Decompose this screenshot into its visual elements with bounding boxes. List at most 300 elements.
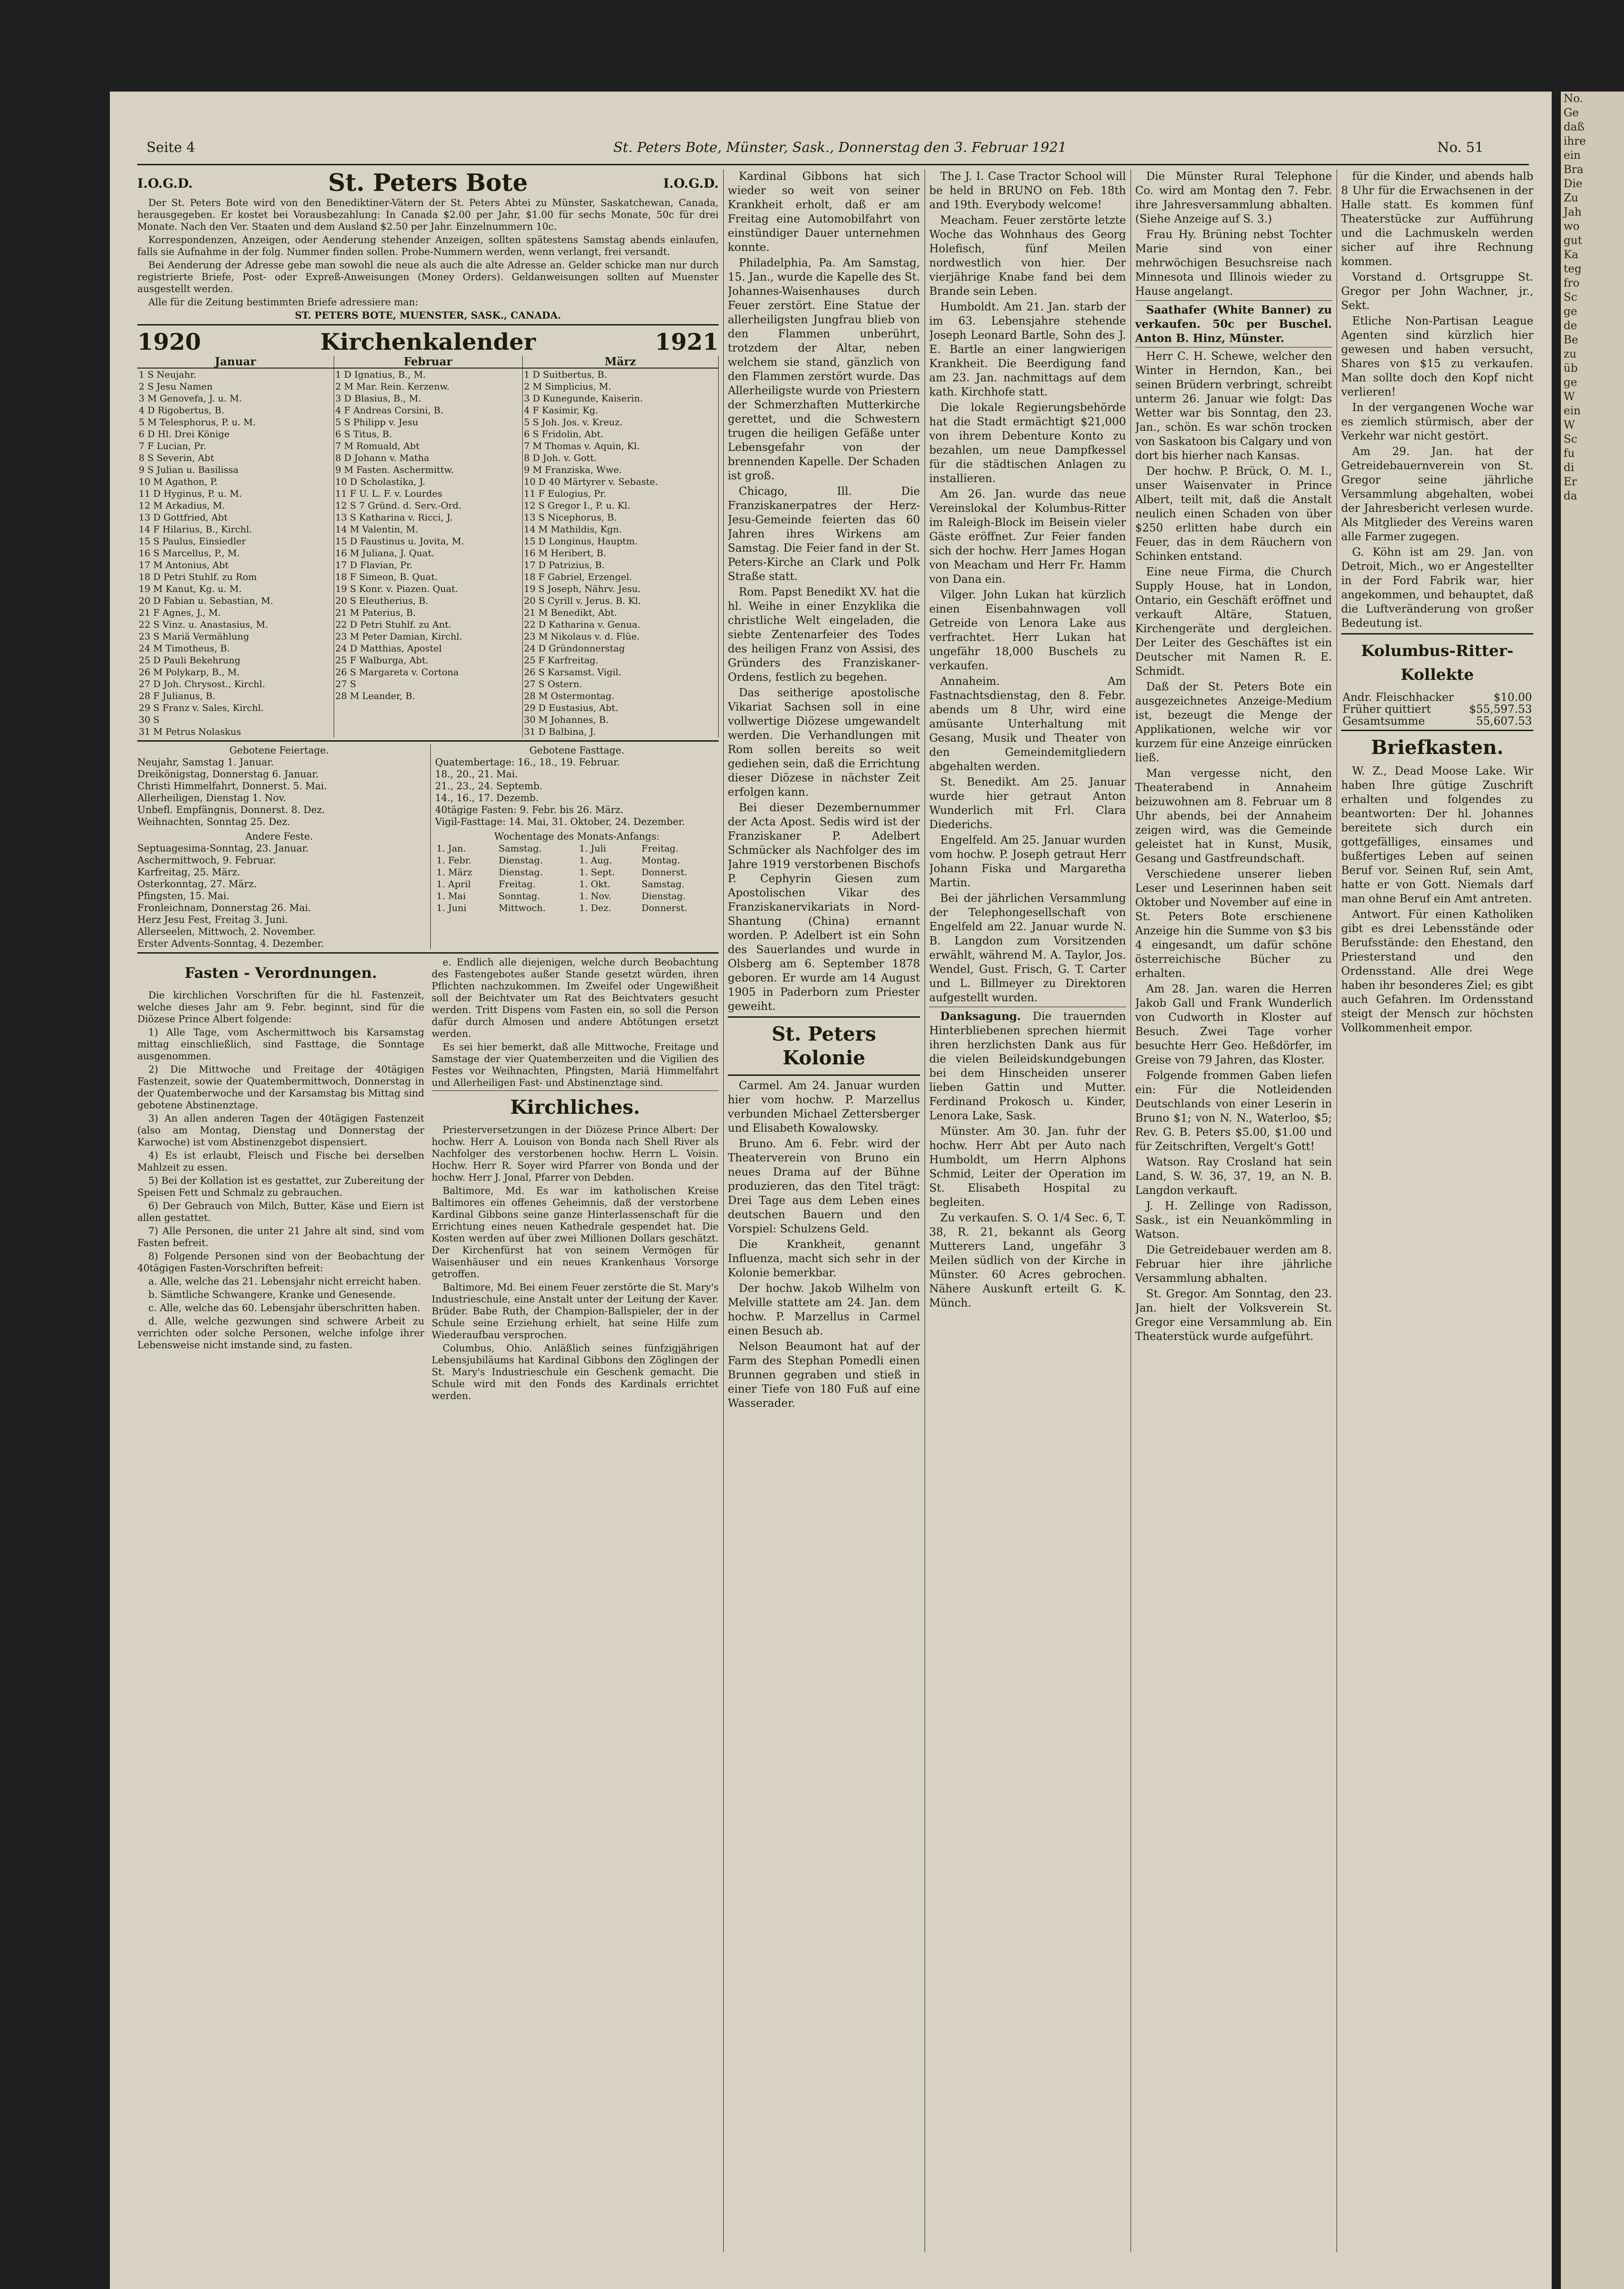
kalender-day: 26 S Margareta v. Cortona <box>334 666 522 678</box>
kalender-row <box>137 690 719 702</box>
kalender-day: 17 D Patrizius, B. <box>522 559 719 571</box>
fasttag-entry: 21., 23., 24. Septemb. <box>435 781 543 792</box>
kalender-row <box>137 404 719 416</box>
adjacent-page-fragment: de <box>1564 319 1577 332</box>
kalender-day: 8 D Joh. v. Gott. <box>522 452 719 464</box>
wochentage-cell: Freitag. <box>641 843 679 854</box>
kolonie-paragraph: Der hochw. Jakob Wilhelm von Melville stattete am 24. Jan. dem hochw. P. Marzellus in Carmel einen Besuch ab. <box>728 1282 920 1337</box>
kalender-row <box>137 488 719 499</box>
kalender-day: 21 M Paterius, B. <box>334 607 522 618</box>
news-paragraph: J. H. Zellinge von Radisson, Sask., ist ein Neuankömmling in Watson. <box>1135 1199 1332 1241</box>
kalender-day: 9 S Julian u. Basilissa <box>137 464 334 476</box>
kalender-row <box>137 464 719 476</box>
wochentage-table <box>435 842 719 914</box>
kalender-day: 2 M Simplicius, M. <box>522 380 719 392</box>
wochentage-cell: 1. Aug. <box>579 855 612 866</box>
column-3 <box>728 169 920 1412</box>
news-paragraph: Rom. Papst Benedikt XV. hat die hl. Weihe in einer Enzyklika die christliche Welt eingeladen, die siebte Zentenarfeier des Todes des heiligen Franz von Assisi, des Gründers des Franziskaner-Ordens, festlich zu begehen. <box>728 586 920 683</box>
news-paragraph: Chicago, Ill. Die Franziskanerpatres der Herz-Jesu-Gemeinde feierten das 60 Jahren ihres Wirkens am Samstag. Die Feier fand in der St. Peters-Kirche an Clark und Polk Straße statt. <box>728 485 920 583</box>
adjacent-page-fragment: Sc <box>1564 291 1577 304</box>
col6-articles <box>1341 169 1533 630</box>
kalender-day: 28 M Ostermontag. <box>522 690 719 702</box>
kalender-day: 18 F Gabriel, Erzengel. <box>522 571 719 583</box>
fasttag-entry: Vigil-Fasttage: 14. Mai, 31. Oktober, 24. Dezember. <box>435 816 685 827</box>
kalender-row <box>137 380 719 392</box>
adjacent-page-fragment: ihre <box>1564 135 1586 147</box>
column-4 <box>929 169 1126 1312</box>
adjacent-page-fragment: fu <box>1564 447 1575 460</box>
wochentage-row <box>435 890 719 902</box>
briefkasten-paragraph: Antwort. Für einen Katholiken gibt es drei Lebensstände oder Berufsstände: den Ehestand, den Priesterstand und den Ordensstand. Alle drei Wege haben ihr besonderes Ziel; es gibt auch Gefahren. Im Ordensstand steigt der Mensch zur höchsten Vollkommenheit empor. <box>1341 908 1533 1034</box>
fasten-rule: 7) Alle Personen, die unter 21 Jahre alt sind, sind vom Fasten befreit. <box>137 1226 424 1248</box>
wochentage-row <box>435 902 719 914</box>
kalender-day: 28 M Leander, B. <box>334 690 522 702</box>
kalender-day: 4 F Andreas Corsini, B. <box>334 404 522 416</box>
col5-articles <box>1135 169 1332 298</box>
kalender-day: 16 S Marcellus, P., M. <box>137 547 334 559</box>
danksagung-text: Die trauernden Hinterbliebenen sprechen hiermit ihren herzlichsten Dank aus für die vielen Beileidskundgebungen bei dem Hinscheiden unserer lieben Gattin und Mutter. Ferdinand Prokosch u. Kinder, Lenora Lake, Sask. <box>929 1010 1126 1122</box>
wochentage-cell: 1. Jan. <box>436 843 466 854</box>
news-paragraph: Meacham. Feuer zerstörte letzte Woche das Wohnhaus des Georg Holefisch, fünf Meilen nordwestlich von hier. Der vierjährige Knabe fand bei dem Brande sein Leben. <box>929 214 1126 298</box>
adjacent-page-fragment: W <box>1564 390 1575 403</box>
kalender-row <box>137 642 719 654</box>
news-paragraph: für die Kinder, und abends halb 8 Uhr für die Erwachsenen in der Halle statt. Es kommen fünf Theaterstücke zur Aufführung und die Lachmuskeln werden sicher auf ihre Rechnung kommen. <box>1341 170 1533 268</box>
fest-entry: Aschermittwoch, 9. Februar. <box>137 855 276 866</box>
month-maerz: März <box>522 356 719 368</box>
masthead-paragraph: Der St. Peters Bote wird von den Benediktiner-Vätern der St. Peters Abtei zu Münster, Saskatchewan, Canada, herausgegeben. Er kostet bei Vorausbezahlung: In Canada $2.00 per Jahr, $1.00 für sechs Monate, 50c für drei Monate. Nach den Ver. Staaten und dem Ausland $2.50 per Jahr. Einzelnummern 10c. <box>137 197 719 232</box>
fasttage-list <box>435 756 719 828</box>
wochentage-cell: Dienstag. <box>641 890 686 901</box>
kalender-day: 18 F Simeon, B. Quat. <box>334 571 522 583</box>
kalender-day: 7 F Lucian, Pr. <box>137 440 334 452</box>
kalender-day: 10 D 40 Märtyrer v. Sebaste. <box>522 476 719 488</box>
wochentage-cell: Dienstag. <box>498 855 543 866</box>
kirchliches-paragraph: Priesterversetzungen in der Diözese Prince Albert: Der hochw. Herr A. Louison von Bonda nach Shell River als Nachfolger des verstorbenen hochw. Herrn L. Voisin. Hochw. Herr R. Soyer wird Pfarrer von Bonda und der hochw. Herr J. Jonal, Pfarrer von Debden. <box>432 1124 719 1183</box>
kalender-day: 3 D Kunegunde, Kaiserin. <box>522 392 719 404</box>
kalender-day: 22 D Katharina v. Genua. <box>522 618 719 630</box>
kalender-day: 25 D Pauli Bekehrung <box>137 654 334 666</box>
kalender-row <box>137 726 719 738</box>
kalender-day: 31 M Petrus Nolaskus <box>137 726 334 738</box>
kalender-day: 30 S <box>137 714 334 726</box>
andere-title: Andere Feste. <box>245 831 313 842</box>
kolumbus-row <box>1341 691 1533 703</box>
adjacent-page-fragment: W <box>1564 418 1575 431</box>
feiertag-entry: Allerheiligen, Dienstag 1. Nov. <box>137 792 287 803</box>
adjacent-page-fragment: di <box>1564 461 1575 474</box>
kalender-row <box>137 368 719 380</box>
kalender-day: 29 S Franz v. Sales, Kirchl. <box>137 702 334 714</box>
kalender-day: 5 S Joh. Jos. v. Kreuz. <box>522 416 719 428</box>
kalender-day: 19 M Kanut, Kg. u. M. <box>137 583 334 595</box>
wochentage-cell: 1. Dez. <box>579 902 612 913</box>
adjacent-page-fragment: teg <box>1564 262 1582 275</box>
news-paragraph: Die Münster Rural Telephone Co. wird am Montag den 7. Febr. ihre Jahresversammlung abhalten. (Siehe Anzeige auf S. 3.) <box>1135 170 1332 225</box>
adjacent-page-fragment: üb <box>1564 362 1578 374</box>
kalender-day: 2 M Mar. Rein. Kerzenw. <box>334 380 522 392</box>
geboten-title: Gebotene Feiertage. <box>229 745 329 756</box>
kalender-day: 2 S Jesu Namen <box>137 380 334 392</box>
kalender-day: 10 M Agathon, P. <box>137 476 334 488</box>
kolumbus-name: Gesamtsumme <box>1343 715 1425 727</box>
kalender-day: 19 S Joseph, Nährv. Jesu. <box>522 583 719 595</box>
briefkasten-paragraph: W. Z., Dead Moose Lake. Wir haben Ihre gütige Zuschrift erhalten und folgendes zu beantworten: Der hl. Johannes bereitete sich durch ein gottgefälliges, einsames und bußfertiges Leben auf seinen Beruf vor. Seinen Ruf, sein Amt, hatte er von Gott. Niemals darf man ohne Beruf ein Amt antreten. <box>1341 765 1533 905</box>
kolumbus-title: Kolumbus-Ritter-Kollekte <box>1361 642 1514 684</box>
adjacent-page-fragment: Er <box>1564 475 1577 488</box>
fest-entry: Fronleichnam, Donnerstag 26. Mai. <box>137 902 311 913</box>
adjacent-page-edge <box>1561 92 1624 2289</box>
column-1 <box>137 169 719 1403</box>
wochentage-cell: 1. April <box>436 879 471 890</box>
fasten-rule: 3) An allen anderen Tagen der 40tägigen Fastenzeit (also am Montag, Dienstag und Donnerstag der Karwoche) ist vom Abstinenzgebot dispensiert. <box>137 1113 424 1148</box>
adjacent-page-fragment: wo <box>1564 220 1580 233</box>
kalender-day: 24 D Matthias, Apostel <box>334 642 522 654</box>
briefkasten-title: Briefkasten. <box>1371 736 1504 759</box>
kirchliches-title: Kirchliches. <box>510 1096 640 1118</box>
wochentage-cell: Donnerst. <box>641 867 687 878</box>
kalender-row <box>137 702 719 714</box>
news-paragraph: The J. I. Case Tractor School will be held in BRUNO on Feb. 18th and 19th. Everybody welcome! <box>929 170 1126 211</box>
kalender-row <box>137 571 719 583</box>
wochentage-cell: 1. Febr. <box>436 855 472 866</box>
kolonie-articles <box>728 1079 920 1410</box>
kalender-year-right: 1921 <box>655 328 719 355</box>
news-paragraph: Frau Hy. Brüning nebst Tochter Marie sind von einer mehrwöchigen Besuchsreise nach Minnesota und Illinois wieder zu Hause angelangt. <box>1135 228 1332 298</box>
kalender-day: 22 D Petri Stuhlf. zu Ant. <box>334 618 522 630</box>
kalender-day: 25 F Walburga, Abt. <box>334 654 522 666</box>
kalender-day: 20 S Eleutherius, B. <box>334 595 522 607</box>
kalender-row <box>137 583 719 595</box>
wochentage-cell: 1. Mai <box>436 890 466 901</box>
kalender-day <box>334 702 522 714</box>
wochentage-row <box>435 854 719 866</box>
kalender-year-left: 1920 <box>137 328 201 355</box>
kalender-row <box>137 523 719 535</box>
kalender-day: 5 S Philipp v. Jesu <box>334 416 522 428</box>
wochentage-cell: 1. Okt. <box>579 879 611 890</box>
news-paragraph: Annaheim. Am Fastnachtsdienstag, den 8. Febr. abends um 8 Uhr, wird eine amüsante Unterhaltung mit Gesang, Musik und Theater von den Gemeindemitgliedern abgehalten werden. <box>929 675 1126 773</box>
kalender-row <box>137 392 719 404</box>
month-februar: Februar <box>334 356 522 368</box>
fasttag-entry: Quatembertage: 16., 18., 19. Februar. <box>435 757 620 768</box>
kalender-heading <box>137 328 719 356</box>
news-paragraph: Die lokale Regierungsbehörde hat die Stadt ermächtigt $21,000 von ihrem Debenture Konto zu bezahlen, um neue Dampfkessel für die städtischen Anlagen zu installieren. <box>929 401 1126 485</box>
kalender-day: 9 M Fasten. Aschermittw. <box>334 464 522 476</box>
kalender-day: 1 D Suitbertus, B. <box>522 368 719 380</box>
adjacent-page-fragment: Ge <box>1564 106 1579 119</box>
geboten-list <box>137 756 421 828</box>
kalender-day: 6 S Titus, B. <box>334 428 522 440</box>
kalender-day: 7 M Thomas v. Aquin, Kl. <box>522 440 719 452</box>
kolumbus-amount: 55,607.53 <box>1476 715 1532 727</box>
wochentage-cell: 1. Nov. <box>579 890 612 901</box>
col5-articles-2 <box>1135 349 1332 1344</box>
news-paragraph: Watson. Ray Crosland hat sein Land, S. W. 36, 37, 19, an N. B. Langdon verkauft. <box>1135 1155 1332 1197</box>
masthead <box>137 169 719 197</box>
kalender-day: 1 D Ignatius, B., M. <box>334 368 522 380</box>
verkaufen-note: Zu verkaufen. S. O. 1/4 Sec. 6, T. 38, R. 21, bekannt als Georg Mutterers Land, ungefähr 3 Meilen südlich von der Kirche in Münster. 60 Acres gebrochen. Nähere Auskunft erteilt G. K. Münch. <box>929 1211 1126 1309</box>
kalender-row <box>137 499 719 511</box>
wochentage-cell: Samstag. <box>641 879 685 890</box>
news-paragraph: Vilger. John Lukan hat kürzlich einen Eisenbahnwagen voll Getreide von Lenora Lake aus verfrachtet. Herr Lukan hat ungefähr 18,000 Buschels zu verkaufen. <box>929 588 1126 672</box>
kalender-table <box>137 356 719 738</box>
briefkasten-list <box>1341 764 1533 1035</box>
kirchliches-paragraph: Baltimore, Md. Es war im katholischen Kreise Baltimores ein offenes Geheimnis, daß der verstorbene Kardinal Gibbons seine ganze Hinterlassenschaft für die Errichtung eines neuen Kathedrale gespendet hat. Die Kosten werden auf über zwei Millionen Dollars geschätzt. Der Kirchenfürst hat von seinem Vermögen für Waisenhäuser und ein neues Krankenhaus Vorsorge getroffen. <box>432 1185 719 1280</box>
wochentage-row <box>435 878 719 890</box>
kalender-day: 21 F Agnes, J., M. <box>137 607 334 618</box>
kalender-day: 27 S Ostern. <box>522 678 719 690</box>
kalender-day: 1 S Neujahr. <box>137 368 334 380</box>
newspaper-page <box>110 92 1552 2289</box>
kolonie-paragraph: Carmel. Am 24. Januar wurden hier vom hochw. P. Marzellus verbunden Michael Zettersberger und Elisabeth Kowalowsky. <box>728 1079 920 1134</box>
news-paragraph: Bei der jährlichen Versammlung der Telephongesellschaft von Engelfeld am 22. Januar wurde N. B. Langdon zum Vorsitzenden erwählt, während M. A. Taylor, Jos. Wendel, Gust. Frisch, G. T. Carter und L. Billmeyer zu Direktoren aufgestellt wurden. <box>929 892 1126 1004</box>
kalender-day: 12 S Gregor I., P. u. Kl. <box>522 499 719 511</box>
kalender-day: 14 M Mathildis, Kgn. <box>522 523 719 535</box>
fasten-rule: d. Alle, welche gezwungen sind schwere Arbeit zu verrichten oder solche Personen, welche infolge ihrer Lebensweise nicht imstande sind, zu fasten. <box>137 1316 424 1351</box>
fest-entry: Herz Jesu Fest, Freitag 3. Juni. <box>137 914 288 925</box>
kalender-day: 23 M Nikolaus v. d. Flüe. <box>522 630 719 642</box>
news-paragraph: Vorstand d. Ortsgruppe St. Gregor per John Wachner, jr., Sekt. <box>1341 271 1533 312</box>
fest-entry: Allerseelen, Mittwoch, 2. November. <box>137 926 316 937</box>
kalender-day: 5 M Telesphorus, P. u. M. <box>137 416 334 428</box>
fasten-title: Fasten - Verordnungen. <box>184 964 377 982</box>
kalender-row <box>137 547 719 559</box>
wochentage-row <box>435 842 719 854</box>
news-paragraph: Das seitherige apostolische Vikariat Sachsen soll in eine vollwertige Diözese umgewandelt werden. Die Verhandlungen mit Rom sollen bereits so weit gediehen sein, daß die Errichtung dieser Diözese in nächster Zeit erfolgen kann. <box>728 686 920 798</box>
masthead-paragraph: Bei Aenderung der Adresse gebe man sowohl die neue als auch die alte Adresse an. Gelder schicke man nur durch registrierte Briefe, Post- oder Expreß-Anweisungen (Money Orders). Geldanweisungen sollten auf Muenster ausgestellt werden. <box>137 260 719 294</box>
adjacent-page-fragment: Zu <box>1564 191 1579 204</box>
col4-articles <box>929 169 1126 1005</box>
kalender-row <box>137 618 719 630</box>
kalender-day: 16 M Juliana, J. Quat. <box>334 547 522 559</box>
adjacent-page-fragment: da <box>1564 489 1577 502</box>
feiertag-entry: Dreikönigstag, Donnerstag 6. Januar. <box>137 769 319 780</box>
wochentage-cell: 1. Sept. <box>579 867 615 878</box>
news-paragraph: Engelfeld. Am 25. Januar wurden vom hochw. P. Joseph getraut Herr Johann Fiska und Margaretha Martin. <box>929 834 1126 889</box>
news-paragraph: Folgende frommen Gaben liefen ein: Für die Notleidenden Deutschlands von einer Leserin in Bruno $1; von N. N., Waterloo, $5; Rev. G. B. Peters $5.00, $1.00 und für Zeitschriften, Vergelt's Gott! <box>1135 1069 1332 1153</box>
fest-entry: Septuagesima-Sonntag, 23. Januar. <box>137 843 309 854</box>
adjacent-page-fragment: Jah <box>1564 206 1582 218</box>
news-paragraph: Am 26. Jan. wurde das neue Vereinslokal der Kolumbus-Ritter im Raleigh-Block im Beisein vieler Gäste eröffnet. Zur Feier fanden sich der hochw. Herr James Hogan von Meacham und Herr Fr. Hamm von Dana ein. <box>929 488 1126 586</box>
kalender-body <box>137 368 719 738</box>
masthead-title: St. Peters Bote <box>328 169 528 197</box>
page-label: Seite 4 <box>146 140 195 156</box>
danksagung-title: Danksagung. <box>940 1009 1021 1023</box>
adjacent-page-fragment: No. <box>1564 92 1583 105</box>
kalender-row <box>137 511 719 523</box>
kirchliches-paragraph: Baltimore, Md. Bei einem Feuer zerstörte die St. Mary's Industrieschule, eine Anstalt unter der Leitung der Kaver. Brüder. Babe Ruth, der Champion-Ballspieler, der in der Schule seine Erziehung erhielt, hat seine Hilfe zum Wiederaufbau versprochen. <box>432 1282 719 1340</box>
adjacent-page-fragment: Be <box>1564 333 1578 346</box>
wochentage-cell: Donnerst. <box>641 902 687 913</box>
kalender-row <box>137 607 719 618</box>
adjacent-page-fragment: zu <box>1564 347 1577 360</box>
kalender-day: 23 M Peter Damian, Kirchl. <box>334 630 522 642</box>
muenster-note: Münster. Am 30. Jan. fuhr der hochw. Herr Abt per Auto nach Humboldt, um Herrn Alphons Schmid, Leiter der Operation im St. Elisabeth Hospital zu begleiten. <box>929 1125 1126 1209</box>
fest-entry: Osterkonntag, 27. März. <box>137 879 257 890</box>
fasten-side-note: e. Endlich alle diejenigen, welche durch Beobachtung des Fastengebotes außer Stande gesetzt würden, ihren Pflichten nachzukommen. Im Zweifel oder Ungewißheit soll der Beichtvater um Rat des Beichtvaters gesucht werden. Tritt Dispens vom Fasten ein, so soll die Person dafür durch Almosen und andere Abtötungen ersetzt werden. <box>432 957 719 1039</box>
kalender-day: 3 M Genovefa, J. u. M. <box>137 392 334 404</box>
news-paragraph: In der vergangenen Woche war es ziemlich stürmisch, aber der Verkehr war nicht gestört. <box>1341 401 1533 442</box>
wochentage-cell: Sonntag. <box>498 890 541 901</box>
news-paragraph: Humboldt. Am 21. Jan. starb der im 63. Lebensjahre stehende Joseph Leonard Bartle, Sohn des J. E. Bartle an einer langwierigen Krankheit. Die Beerdigung fand am 23. Jan. nachmittags auf dem kath. Kirchhofe statt. <box>929 300 1126 398</box>
kirchliches-list <box>432 1124 719 1402</box>
kalender-row <box>137 678 719 690</box>
feiertag-entry: Unbefl. Empfängnis, Donnerst. 8. Dez. <box>137 804 325 815</box>
news-paragraph: Der hochw. P. Brück, O. M. I., unser Waisenvater in Prince Albert, teilt mit, daß die Anstalt neulich einen Schaden von über $250 erlitten habe durch ein Feuer, das in dem Räuchern von Schinken entstand. <box>1135 465 1332 563</box>
masthead-right-tag: I.O.G.D. <box>663 175 719 191</box>
kalender-day <box>334 726 522 738</box>
adjacent-page-fragment: gut <box>1564 234 1582 247</box>
kalender-row <box>137 416 719 428</box>
column-5 <box>1135 169 1332 1345</box>
kalender-day: 23 S Mariä Vermählung <box>137 630 334 642</box>
kalender-day: 22 S Vinz. u. Anastasius, M. <box>137 618 334 630</box>
fasten-rules <box>137 1026 424 1351</box>
kalender-day: 10 D Scholastika, J. <box>334 476 522 488</box>
header-rule <box>137 164 1529 165</box>
adjacent-page-fragment: ein <box>1564 404 1581 417</box>
fasten-rule: 5) Bei der Kollation ist es gestattet, zur Zubereitung der Speisen Fett und Schmalz zu gebrauchen. <box>137 1175 424 1198</box>
news-paragraph: Herr C. H. Schewe, welcher den Winter in Herndon, Kan., bei seinen Brüdern verbringt, schreibt unterm 26. Januar wie folgt: Das Wetter war bis Sonntag, den 23. Jan., schön. Es war schön trocken von Saskatoon bis Calgary und von dort bis hierher nach Kansas. <box>1135 350 1332 462</box>
kalender-day: 6 D Hl. Drei Könige <box>137 428 334 440</box>
wochentage-cell: Freitag. <box>498 879 536 890</box>
kalender-day: 8 S Severin, Abt <box>137 452 334 464</box>
fasten-side-note: Es sei hier bemerkt, daß alle Mittwoche, Freitage und Samstage der vier Quatemberzeiten und die Vigilien des Festes vor Weihnachten, Pfingsten, Mariä Himmelfahrt und Allerheiligen Fast- und Abstinenztage sind. <box>432 1041 719 1088</box>
fasttag-entry: 40tägige Fasten: 9. Febr. bis 26. März. <box>435 804 624 815</box>
kalender-day: 18 D Petri Stuhlf. zu Rom <box>137 571 334 583</box>
kalender-day: 16 M Heribert, B. <box>522 547 719 559</box>
kalender-day: 14 M Valentin, M. <box>334 523 522 535</box>
fasten-rule: c. Alle, welche das 60. Lebensjahr überschritten haben. <box>148 1302 421 1313</box>
kolonie-title: St. Peters Kolonie <box>771 1023 877 1069</box>
kalender-day: 12 S 7 Gründ. d. Serv.-Ord. <box>334 499 522 511</box>
kalender-day: 20 S Cyrill v. Jerus. B. Kl. <box>522 595 719 607</box>
masthead-paragraph: Alle für die Zeitung bestimmten Briefe adressiere man: <box>148 297 418 308</box>
kalender-day: 17 M Antonius, Abt <box>137 559 334 571</box>
adjacent-page-fragment: Bra <box>1564 163 1584 176</box>
news-paragraph: G. Köhn ist am 29. Jan. von Detroit, Mich., wo er Angestellter in der Ford Fabrik war, hier angekommen, und behauptet, daß die Luftveränderung von großer Bedeutung ist. <box>1341 546 1533 629</box>
column-6 <box>1341 169 1533 1036</box>
kalender-day: 26 M Polykarp, B., M. <box>137 666 334 678</box>
kolumbus-row <box>1341 703 1533 715</box>
adjacent-page-fragment: Die <box>1564 177 1583 190</box>
masthead-paragraph: Korrespondenzen, Anzeigen, oder Aenderung stehender Anzeigen, sollten spätestens Samstag abends einlaufen, falls sie Aufnahme in der folg. Nummer finden sollen. Probe-Nummern werden, wenn verlangt, frei versandt. <box>137 234 719 257</box>
kalender-day: 11 F Eulogius, Pr. <box>522 488 719 499</box>
fest-entry: Pfingsten, 15. Mai. <box>137 890 230 901</box>
fasttag-entry: 18., 20., 21. Mai. <box>435 769 518 780</box>
issue-number: No. 51 <box>1437 140 1484 156</box>
adjacent-page-fragment: ge <box>1564 376 1577 389</box>
news-paragraph: St. Benedikt. Am 25. Januar wurde hier getraut Anton Wunderlich mit Frl. Clara Diederichs. <box>929 776 1126 831</box>
feiertag-entry: Weihnachten, Sonntag 25. Dez. <box>137 816 290 827</box>
fasten-rule: 4) Es ist erlaubt, Fleisch und Fische bei derselben Mahlzeit zu essen. <box>137 1150 424 1173</box>
kalender-row <box>137 666 719 678</box>
page-header <box>110 135 1552 163</box>
kalender-day: 27 S <box>334 678 522 690</box>
kolonie-paragraph: Nelson Beaumont hat auf der Farm des Stephan Pomedli einen Brunnen gegraben und stieß in einer Tiefe von 180 Fuß auf eine Wasserader. <box>728 1340 920 1410</box>
fest-entry: Karfreitag, 25. März. <box>137 867 240 878</box>
month-januar: Januar <box>137 356 334 368</box>
news-paragraph: Verschiedene unserer lieben Leser und Leserinnen haben seit Oktober und November auf eine in St. Peters Bote erschienene Anzeige hin die Summe von $3 bis 4 eingesandt, um dafür schöne österreichische Bücher zu erhalten. <box>1135 868 1332 980</box>
news-paragraph: St. Gregor. Am Sonntag, den 23. Jan. hielt der Volksverein St. Gregor eine Versammlung ab. Ein Theaterstück wurde aufgeführt. <box>1135 1287 1332 1343</box>
kolumbus-amount: $55,597.53 <box>1469 703 1532 716</box>
adjacent-page-fragment: Ka <box>1564 248 1579 261</box>
fasttage-title: Gebotene Fasttage. <box>529 745 624 756</box>
adjacent-page-fragment: fro <box>1564 277 1580 289</box>
kalender-row <box>137 630 719 642</box>
kalender-day: 31 D Balbina, J. <box>522 726 719 738</box>
kalender-day: 4 D Rigobertus, B. <box>137 404 334 416</box>
kalender-day: 13 S Nicephorus, B. <box>522 511 719 523</box>
kalender-day: 14 F Hilarius, B., Kirchl. <box>137 523 334 535</box>
adjacent-page-fragment: Sc <box>1564 433 1577 445</box>
kalender-day: 29 D Eustasius, Abt. <box>522 702 719 714</box>
kalender-day: 4 F Kasimir, Kg. <box>522 404 719 416</box>
feiertag-entry: Christi Himmelfahrt, Donnerst. 5. Mai. <box>137 781 327 792</box>
kalender-day: 30 M Johannes, B. <box>522 714 719 726</box>
wochentage-cell: 1. Juni <box>436 902 467 913</box>
fasttag-entry: 14., 16., 17. Dezemb. <box>435 792 539 803</box>
kalender-day: 15 S Paulus, Einsiedler <box>137 535 334 547</box>
feiertage-block <box>137 744 719 949</box>
kalender-day <box>334 714 522 726</box>
kalender-row <box>137 595 719 607</box>
news-paragraph: Daß der St. Peters Bote ein ausgezeichnetes Anzeige-Medium ist, bezeugt die Menge der Applikationen, welche wir vor kurzem für eine Anzeige einrücken ließ. <box>1135 680 1332 764</box>
wochentage-cell: Montag. <box>641 855 681 866</box>
wochentage-cell: 1. Juli <box>579 843 606 854</box>
adjacent-page-fragment: ge <box>1564 305 1577 318</box>
kalender-row <box>137 535 719 547</box>
kalender-day: 19 S Konr. v. Piazen. Quat. <box>334 583 522 595</box>
kalender-day: 6 S Fridolin, Abt. <box>522 428 719 440</box>
kalender-row <box>137 654 719 666</box>
kalender-day: 12 M Arkadius, M. <box>137 499 334 511</box>
kalender-row <box>137 559 719 571</box>
fasten-rule: 6) Der Gebrauch von Milch, Butter, Käse und Eiern ist allen gestattet. <box>137 1200 424 1223</box>
kalender-row <box>137 440 719 452</box>
masthead-address: ST. PETERS BOTE, MUENSTER, SASK., CANADA. <box>295 309 561 321</box>
wochentage-cell: Samstag. <box>498 843 542 854</box>
kolumbus-amount: $10.00 <box>1494 691 1532 704</box>
wochentage-cell: Dienstag. <box>498 867 543 878</box>
kalender-row <box>137 428 719 440</box>
kalender-day: 7 M Romuald, Abt <box>334 440 522 452</box>
kalender-row <box>137 476 719 488</box>
kalender-day: 26 S Karsamst. Vigil. <box>522 666 719 678</box>
wochentage-cell: 1. März <box>436 867 472 878</box>
adjacent-page-fragment: ein <box>1564 149 1581 162</box>
kalender-day: 11 F U. L. F. v. Lourdes <box>334 488 522 499</box>
kalender-day: 13 S Katharina v. Ricci, J. <box>334 511 522 523</box>
kolumbus-row <box>1341 715 1533 727</box>
kolumbus-name: Andr. Fleischhacker <box>1343 691 1454 704</box>
kolumbus-table <box>1341 691 1533 727</box>
kolumbus-name: Früher quittiert <box>1343 703 1431 716</box>
kirchliches-paragraph: Columbus, Ohio. Anläßlich seines fünfzigjährigen Lebensjubiläums hat Kardinal Gibbons den Zöglingen der St. Mary's Industrieschule ein Geschenk gemacht. Die Schule wird mit den Fonds des Kardinals errichtet werden. <box>432 1343 719 1401</box>
wochentage-title: Wochentage des Monats-Anfangs: <box>494 831 660 842</box>
fasten-rule: 2) Die Mittwoche und Freitage der 40tägigen Fastenzeit, sowie der Quatembermittwoch, Donnerstag in der Quatemberwoche und der Karsamstag bis Mittag sind gebotene Abstinenztage. <box>137 1064 424 1111</box>
news-paragraph: Die Getreidebauer werden am 8. Februar hier ihre jährliche Versammlung abhalten. <box>1135 1243 1332 1285</box>
kalender-title: Kirchenkalender <box>320 328 536 355</box>
adjacent-page-fragment: daß <box>1564 120 1585 133</box>
fasten-rule: b. Sämtliche Schwangere, Kranke und Genesende. <box>148 1289 396 1300</box>
kalender-day: 17 D Flavian, Pr. <box>334 559 522 571</box>
news-paragraph: Philadelphia, Pa. Am Samstag, 15. Jan., wurde die Kapelle des St. Johannes-Waisenhauses durch Feuer zerstört. Eine Statue der allerheiligsten Jungfrau blieb von den Flammen unberührt, trotzdem der Altar, neben welchem sie stand, gänzlich von den Flammen zerstört wurde. Das Allerheiligste wurde von Priestern der Schmerzhaften Mutterkirche gerettet, und die Schwestern trugen die heiligen Gefäße unter Lebensgefahr von der brennenden Kapelle. Der Schaden ist groß. <box>728 256 920 482</box>
feiertag-entry: Neujahr, Samstag 1. Januar. <box>137 757 274 768</box>
fasten-rule: 1) Alle Tage, vom Aschermittwoch bis Karsamstag mittag einschließlich, sind Fasttage, die Sonntage ausgenommen. <box>137 1027 424 1062</box>
kalender-day: 21 M Benedikt, Abt. <box>522 607 719 618</box>
kalender-day: 8 D Johann v. Matha <box>334 452 522 464</box>
